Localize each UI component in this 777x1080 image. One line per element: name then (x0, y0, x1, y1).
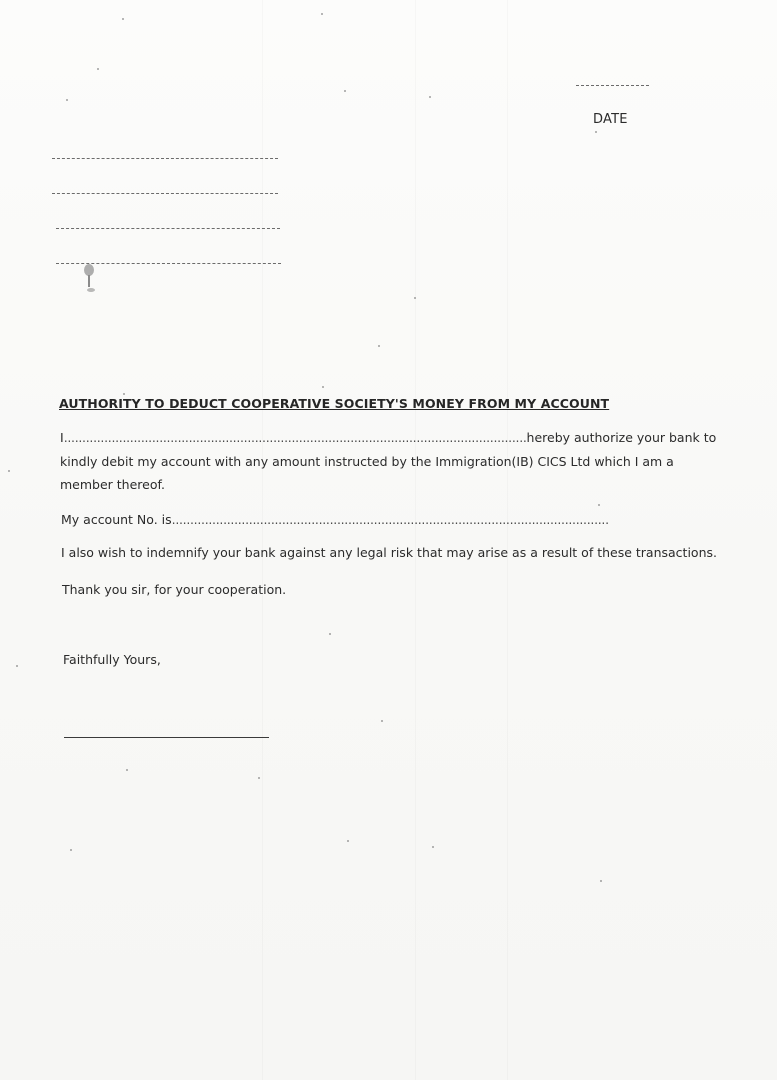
authorization-line (60, 430, 716, 446)
letter-title: AUTHORITY TO DEDUCT COOPERATIVE SOCIETY'S MONEY FROM MY ACCOUNT (59, 396, 610, 411)
authorize-text: hereby authorize your bank to (526, 430, 717, 445)
account-number-line (61, 512, 609, 528)
scan-speck (322, 386, 324, 388)
scan-speck (329, 633, 331, 635)
scan-speck (432, 846, 434, 848)
scan-speck (126, 769, 128, 771)
indemnity-line: I also wish to indemnify your bank against any legal risk that may arise as a result of these transactions. (61, 545, 717, 560)
pronoun-text: I (60, 430, 64, 445)
scan-speck (16, 665, 18, 667)
scan-speck (600, 880, 602, 882)
date-underline (576, 85, 649, 86)
address-line-3[interactable] (56, 228, 280, 229)
debit-instruction-line: kindly debit my account with any amount instructed by the Immigration(IB) CICS Ltd which I am a (60, 454, 674, 469)
closing-text: Faithfully Yours, (63, 652, 161, 667)
scan-speck (122, 18, 124, 20)
address-line-1[interactable] (52, 158, 278, 159)
scan-speck (414, 297, 416, 299)
scan-speck (598, 504, 600, 506)
name-blank[interactable]: .............................................................................................................................. (63, 430, 527, 445)
scan-speck (378, 345, 380, 347)
scan-speck (70, 849, 72, 851)
stamp-mark-icon (82, 262, 98, 294)
scan-speck (381, 720, 383, 722)
scan-speck (344, 90, 346, 92)
account-label: My account No. is (61, 512, 172, 527)
scan-speck (123, 393, 125, 395)
signature-line[interactable] (64, 737, 269, 738)
membership-line: member thereof. (60, 477, 165, 492)
address-line-2[interactable] (52, 193, 278, 194)
scan-speck (66, 99, 68, 101)
scan-speck (429, 96, 431, 98)
paper-fold (262, 0, 263, 1080)
thanks-line: Thank you sir, for your cooperation. (62, 582, 287, 597)
scan-speck (8, 470, 10, 472)
scan-speck (97, 68, 99, 70)
account-number-blank[interactable]: ....................................................................................................................... (171, 512, 609, 527)
paper-fold (415, 0, 416, 1080)
date-label: DATE (593, 112, 628, 127)
scan-speck (258, 777, 260, 779)
scan-speck (347, 840, 349, 842)
scan-speck (321, 13, 323, 15)
scan-speck (595, 131, 597, 133)
paper-fold (507, 0, 508, 1080)
